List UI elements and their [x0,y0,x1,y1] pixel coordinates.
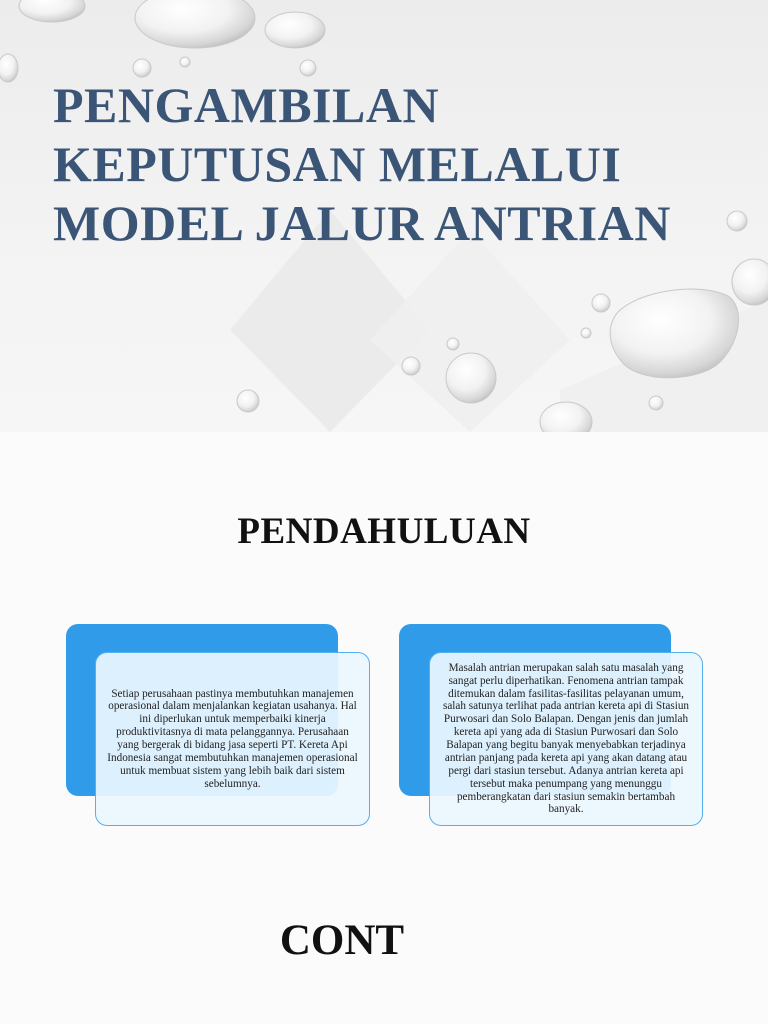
right-text-card [429,652,703,826]
pendahuluan-slide [0,432,768,1024]
slide-title [53,76,733,253]
title-slide [0,0,768,432]
next-slide-heading: CONT [279,917,405,964]
section-heading: PENDAHULUAN [237,511,531,552]
title-line-3: MODEL JALUR ANTRIAN [53,195,671,251]
title-line-1: PENGAMBILAN [53,77,440,133]
left-text-card [95,652,370,826]
title-line-2: KEPUTUSAN MELALUI [53,136,622,192]
right-card-text: Masalah antrian merupakan salah satu masalah yang sangat perlu diperhatikan. Fenomena antrian tampak ditemukan dalam fasilitas-fasilitas pelayanan umum, salah satunya terlihat pada antrian kereta api di Stasiun Purwosari dan Solo Balapan. Dengan jenis dan jumlah kereta api yang ada di Stasiun Purwosari dan Solo Balapan yang begitu banyak menyebabkan terjadinya antrian panjang pada kereta api yang akan datang atau pergi dari stasiun tersebut. Adanya antrian kereta api tersebut maka penumpang yang menunggu pemberangkatan dari stasiun semakin bertambah banyak. [442,661,690,816]
left-card-text: Setiap perusahaan pastinya membutuhkan manajemen operasional dalam menjalankan kegiatan usahanya. Hal ini diperlukan untuk memperbaiki kinerja produktivitasnya di mata pelanggannya. Perusahaan yang bergerak di bidang jasa seperti PT. Kereta Api Indonesia sangat membutuhkan manajemen operasional untuk membuat sistem yang lebih baik dari sistem sebelumnya. [107,687,358,790]
